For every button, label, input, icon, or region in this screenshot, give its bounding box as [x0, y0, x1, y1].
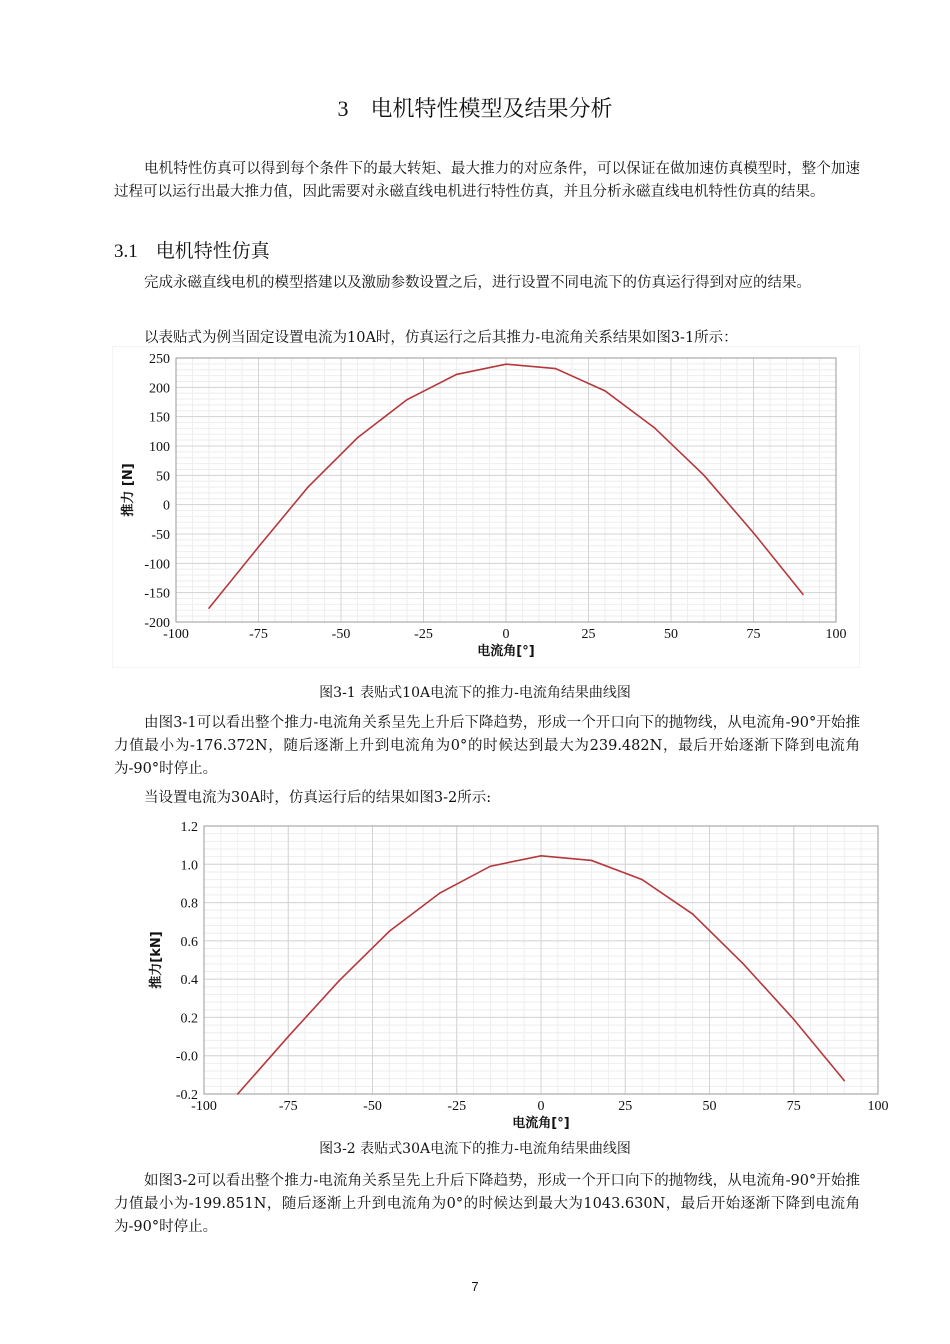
x-tick-label: 25: [581, 627, 596, 642]
paragraph-1: 完成永磁直线电机的模型搭建以及激励参数设置之后，进行设置不同电流下的仿真运行得到对应的结果。: [144, 275, 811, 291]
data-point: [692, 913, 694, 915]
chapter-number: 3: [337, 96, 349, 121]
data-point: [802, 594, 804, 596]
figure-3-2-chart: [140, 815, 900, 1141]
data-point: [540, 855, 542, 857]
y-tick-label: 0.6: [180, 934, 198, 950]
data-point: [555, 368, 557, 370]
data-point: [844, 1080, 846, 1082]
y-tick-label: 200: [149, 381, 170, 397]
data-point: [654, 427, 656, 429]
x-tick-label: 100: [867, 1099, 889, 1114]
x-tick-label: -50: [363, 1099, 382, 1114]
figure-3-1-chart: [112, 346, 860, 668]
paragraph-2: 以表贴式为例当固定设置电流为10A时，仿真运行之后其推力-电流角关系结果如图3-1所示：: [144, 330, 738, 346]
section-number: 3.1: [114, 241, 138, 262]
data-point: [505, 363, 507, 365]
data-point: [307, 486, 309, 488]
y-tick-label: 100: [149, 440, 170, 455]
y-axis-label: 推力 [N]: [121, 463, 136, 517]
y-tick-label: 50: [156, 469, 170, 485]
x-tick-label: 0: [537, 1099, 545, 1114]
data-point: [357, 437, 359, 439]
data-point: [237, 1093, 239, 1095]
data-point: [641, 879, 643, 881]
data-point: [490, 865, 492, 867]
y-tick-label: 0.8: [180, 896, 198, 912]
x-tick-label: 75: [746, 627, 761, 642]
data-point: [389, 930, 391, 932]
y-axis-label: 推力[kN]: [149, 931, 164, 989]
y-tick-label: 0.2: [180, 1011, 198, 1027]
x-tick-label: -100: [191, 1099, 217, 1114]
y-tick-label: 0: [163, 498, 170, 514]
x-tick-label: -75: [249, 627, 268, 642]
x-axis-label: 电流角[°]: [477, 644, 535, 659]
intro-paragraph: 电机特性仿真可以得到每个条件下的最大转矩、最大推力的对应条件，可以保证在做加速仿真模型时，整个加速过程可以运行出最大推力值，因此需要对永磁直线电机进行特性仿真，并且分析永磁直线电机特性仿真的结果。: [114, 161, 860, 200]
data-point: [287, 1036, 289, 1038]
x-tick-label: 0: [502, 627, 510, 642]
y-tick-label: -0.2: [175, 1088, 198, 1103]
data-point: [742, 963, 744, 965]
data-point: [338, 980, 340, 982]
figure-3-1-caption: 图3-1 表贴式10A电流下的推力-电流角结果曲线图: [319, 685, 631, 701]
x-tick-label: -25: [414, 627, 433, 642]
data-point: [703, 475, 705, 477]
y-tick-label: -150: [144, 586, 170, 602]
data-point: [753, 532, 755, 534]
y-tick-label: 1.0: [180, 858, 198, 874]
chapter-title-text: 电机特性模型及结果分析: [370, 97, 613, 122]
x-tick-label: 25: [618, 1099, 633, 1114]
data-point: [258, 546, 260, 548]
x-tick-label: -50: [331, 627, 351, 642]
chapter-title: [0, 92, 950, 123]
y-tick-label: 150: [149, 410, 170, 426]
paragraph-3: 由图3-1可以看出整个推力-电流角关系呈先上升后下降趋势，形成一个开口向下的抛物线，从电流角-90°开始推力值最小为-176.372N，随后逐渐上升到电流角为0°的时候达到最大为239.482N，最后开始逐渐下降到电流角为-90°时停止。: [114, 715, 860, 777]
data-point: [793, 1019, 795, 1021]
x-tick-label: 50: [702, 1099, 717, 1114]
y-tick-label: -200: [144, 616, 170, 631]
x-tick-label: 50: [664, 627, 678, 642]
figure-3-2-caption: 图3-2 表贴式30A电流下的推力-电流角结果曲线图: [319, 1141, 631, 1157]
paragraph-5: 如图3-2可以看出整个推力-电流角关系呈先上升后下降趋势，形成一个开口向下的抛物线，从电流角-90°开始推力值最小为-199.851N，随后逐渐上升到电流角为0°的时候达到最大为1043.630N，最后开始逐渐下降到电流角为-90°时停止。: [114, 1173, 860, 1235]
section-title: [114, 236, 270, 263]
data-point: [456, 374, 458, 376]
y-tick-label: 0.4: [180, 973, 198, 989]
y-tick-label: 250: [149, 352, 170, 367]
data-point: [439, 892, 441, 894]
data-point: [591, 860, 593, 862]
data-point: [406, 399, 408, 401]
x-tick-label: -25: [447, 1099, 467, 1114]
x-tick-label: -75: [278, 1099, 298, 1114]
x-tick-label: 75: [786, 1099, 801, 1114]
data-point: [208, 607, 210, 609]
y-tick-label: 1.2: [180, 820, 198, 835]
y-tick-label: -100: [144, 557, 170, 573]
data-point: [604, 390, 606, 392]
section-title-text: 电机特性仿真: [155, 240, 270, 262]
paragraph-4: 当设置电流为30A时，仿真运行后的结果如图3-2所示:: [144, 790, 492, 806]
y-tick-label: -0.0: [175, 1049, 198, 1065]
page-number: 7: [471, 1279, 479, 1294]
y-tick-label: -50: [151, 528, 170, 543]
x-tick-label: -100: [163, 627, 189, 642]
x-axis-label: 电流角[°]: [512, 1116, 570, 1131]
x-tick-label: 100: [825, 627, 847, 642]
